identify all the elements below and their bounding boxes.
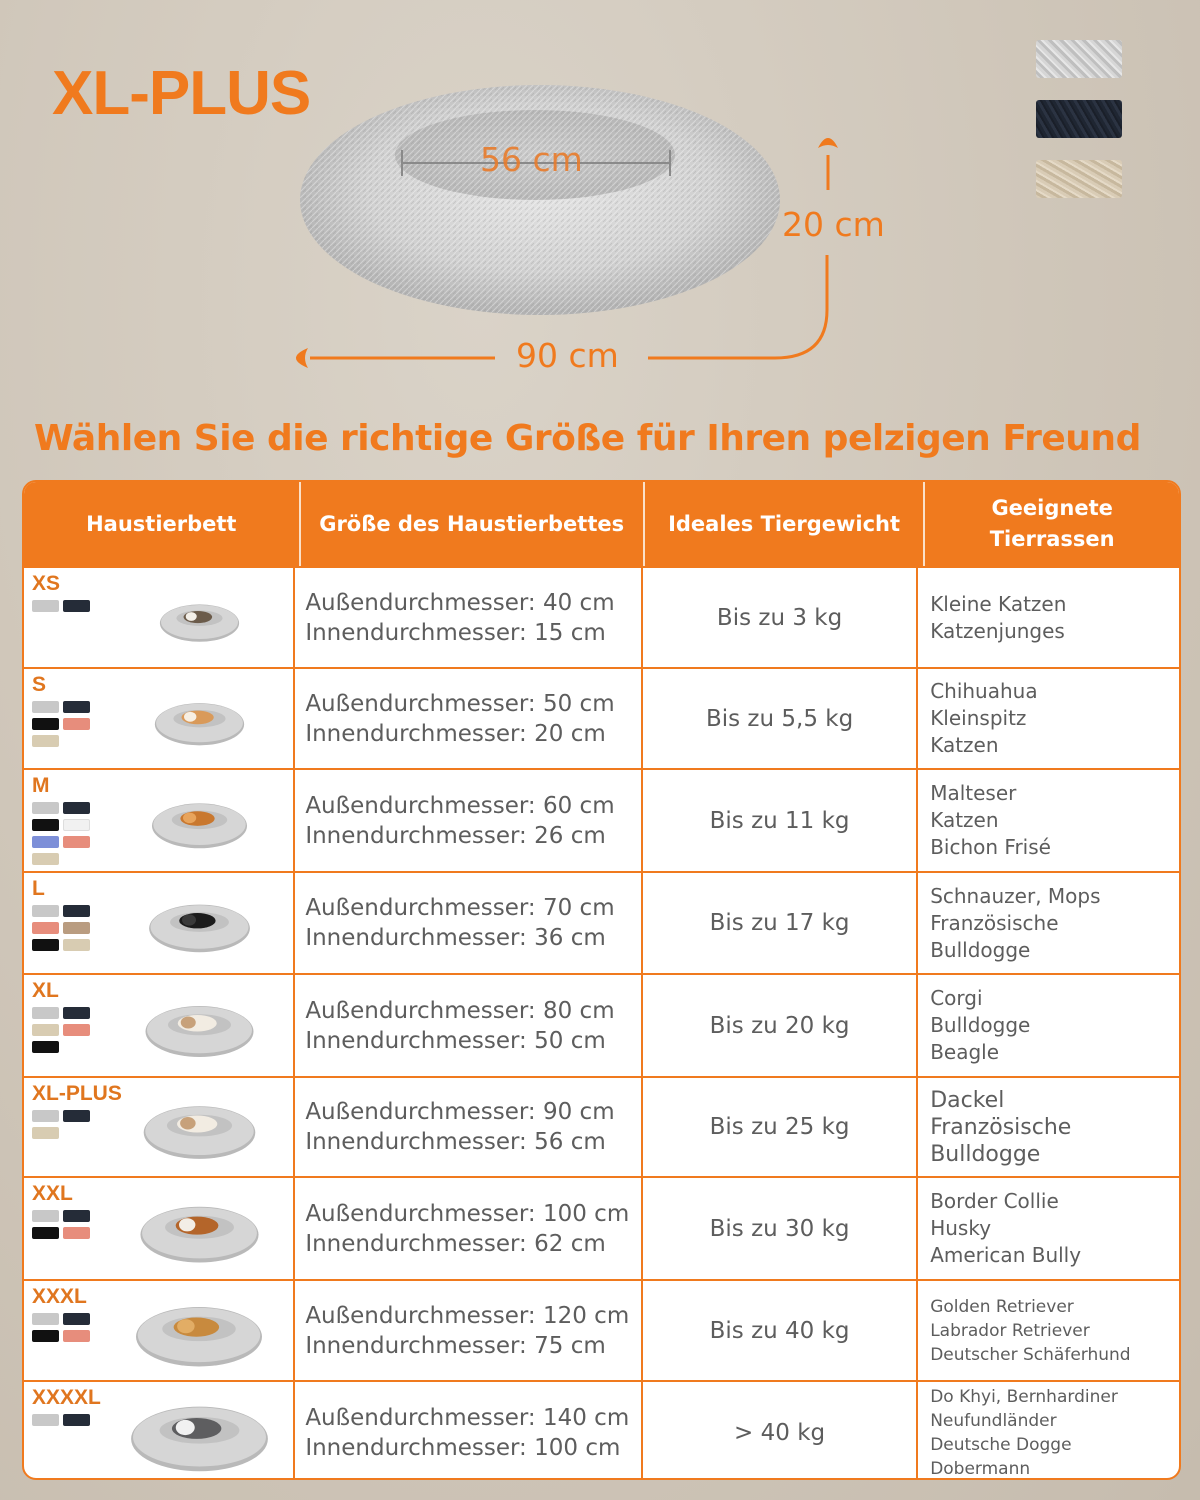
color-swatch-black xyxy=(32,1330,59,1342)
breeds-cell xyxy=(918,1178,1179,1279)
color-swatch-beige xyxy=(32,1024,59,1036)
size-cell xyxy=(295,770,643,871)
color-swatch-pink xyxy=(63,1330,90,1342)
breed-item: Corgi xyxy=(930,986,983,1010)
color-swatch-grey xyxy=(32,802,59,814)
color-swatch-pink xyxy=(63,836,90,848)
available-colors xyxy=(32,1313,90,1342)
color-swatch-dark xyxy=(63,1210,90,1222)
bed-cell xyxy=(24,1382,295,1480)
table-row xyxy=(24,871,1179,973)
color-swatch-pink xyxy=(63,718,90,730)
header-bed: Haustierbett xyxy=(24,482,301,566)
color-swatch-dark xyxy=(63,1110,90,1122)
available-colors xyxy=(32,1110,90,1139)
available-colors xyxy=(32,1007,90,1053)
color-swatch-grey xyxy=(32,701,59,713)
color-swatch-grey xyxy=(32,1414,59,1426)
bed-photo xyxy=(150,798,249,851)
table-row xyxy=(24,768,1179,871)
outer-diameter: Außendurchmesser: 50 cm xyxy=(305,690,615,717)
swatch-beige[interactable] xyxy=(1036,160,1122,198)
weight-cell: > 40 kg xyxy=(643,1382,918,1480)
table-row xyxy=(24,1076,1179,1176)
breeds-cell xyxy=(918,669,1179,768)
color-swatch-beige xyxy=(32,853,59,865)
size-cell xyxy=(295,1382,643,1480)
table-row xyxy=(24,566,1179,667)
inner-diameter: Innendurchmesser: 15 cm xyxy=(305,619,606,646)
size-cell xyxy=(295,1281,643,1380)
size-label: XS xyxy=(32,572,61,595)
bed-cell xyxy=(24,568,295,667)
color-swatch-dark xyxy=(63,802,90,814)
size-label: L xyxy=(32,877,45,900)
weight-cell: Bis zu 30 kg xyxy=(643,1178,918,1279)
size-cell xyxy=(295,975,643,1076)
breed-item: Französische xyxy=(930,910,1059,935)
inner-diameter: Innendurchmesser: 62 cm xyxy=(305,1230,606,1257)
breed-item: Do Khyi, Bernhardiner xyxy=(930,1386,1118,1407)
breed-item: Dackel xyxy=(930,1087,1005,1113)
size-cell xyxy=(295,873,643,973)
color-swatch-grey xyxy=(32,1007,59,1019)
breed-item: Kleine Katzen xyxy=(930,591,1067,616)
size-label: XXXL xyxy=(32,1285,87,1308)
outer-diameter-label: 90 cm xyxy=(516,336,619,375)
available-colors xyxy=(32,600,90,612)
color-swatch-white xyxy=(63,819,90,831)
available-colors xyxy=(32,1414,90,1426)
breed-item: Bulldogge xyxy=(930,1141,1041,1167)
breeds-cell xyxy=(918,568,1179,667)
size-cell xyxy=(295,669,643,768)
bed-photo xyxy=(138,1200,261,1266)
bed-cell xyxy=(24,669,295,768)
product-title: XL-PLUS xyxy=(52,59,311,128)
breeds-cell xyxy=(918,873,1179,973)
color-swatch-pink xyxy=(63,1227,90,1239)
weight-cell: Bis zu 25 kg xyxy=(643,1078,918,1176)
inner-diameter: Innendurchmesser: 100 cm xyxy=(305,1434,621,1461)
weight-cell: Bis zu 11 kg xyxy=(643,770,918,871)
size-label: XL xyxy=(32,979,59,1002)
weight-cell: Bis zu 20 kg xyxy=(643,975,918,1076)
color-swatch-beige xyxy=(32,1127,59,1139)
color-swatch-black xyxy=(32,718,59,730)
outer-diameter: Außendurchmesser: 80 cm xyxy=(305,997,615,1024)
breed-item: Bulldogge xyxy=(930,1013,1031,1037)
size-label: M xyxy=(32,774,50,797)
size-label: XXL xyxy=(32,1182,73,1205)
color-swatch-tan xyxy=(63,922,90,934)
color-swatch-grey xyxy=(32,1110,59,1122)
bed-photo xyxy=(158,600,241,644)
weight-cell: Bis zu 17 kg xyxy=(643,873,918,973)
color-swatch-black xyxy=(32,939,59,951)
bed-cell xyxy=(24,975,295,1076)
outer-diameter: Außendurchmesser: 140 cm xyxy=(305,1404,630,1431)
outer-diameter: Außendurchmesser: 120 cm xyxy=(305,1302,630,1329)
color-swatch-beige xyxy=(63,939,90,951)
breed-item: Husky xyxy=(930,1216,992,1240)
inner-diameter: Innendurchmesser: 75 cm xyxy=(305,1332,606,1359)
color-swatches xyxy=(1036,40,1122,220)
breed-item: Katzen xyxy=(930,733,999,757)
header-weight: Ideales Tiergewicht xyxy=(645,482,926,566)
breed-item: Schnauzer, Mops xyxy=(930,883,1101,908)
breed-item: Malteser xyxy=(930,781,1017,805)
bed-photo xyxy=(147,899,252,955)
bed-photo xyxy=(153,698,246,748)
section-subtitle: Wählen Sie die richtige Größe für Ihren pelzigen Freund xyxy=(34,418,1141,459)
table-row xyxy=(24,1176,1179,1279)
breeds-cell xyxy=(918,1078,1179,1176)
size-label: XL-PLUS xyxy=(32,1082,122,1105)
inner-diameter: Innendurchmesser: 20 cm xyxy=(305,720,606,747)
outer-diameter: Außendurchmesser: 90 cm xyxy=(305,1099,615,1125)
color-swatch-black xyxy=(32,1041,59,1053)
breed-item: Deutscher Schäferhund xyxy=(930,1344,1131,1365)
color-swatch-black xyxy=(32,819,59,831)
inner-diameter-label: 56 cm xyxy=(480,140,583,179)
breed-item: Katzenjunges xyxy=(930,618,1065,643)
height-label: 20 cm xyxy=(782,205,885,244)
breed-item: Kleinspitz xyxy=(930,706,1027,730)
inner-diameter: Innendurchmesser: 56 cm xyxy=(305,1129,606,1155)
breed-item: Deutsche Dogge xyxy=(930,1434,1072,1455)
color-swatch-pink xyxy=(63,1024,90,1036)
color-swatch-grey xyxy=(32,1313,59,1325)
available-colors xyxy=(32,1210,90,1239)
breed-item: Dobermann xyxy=(930,1458,1031,1479)
breeds-cell xyxy=(918,975,1179,1076)
color-swatch-dark xyxy=(63,905,90,917)
weight-cell: Bis zu 5,5 kg xyxy=(643,669,918,768)
color-swatch-dark xyxy=(63,1007,90,1019)
breed-item: Neufundländer xyxy=(930,1410,1057,1431)
swatch-light-grey[interactable] xyxy=(1036,40,1122,78)
breed-item: American Bully xyxy=(930,1243,1082,1267)
table-header xyxy=(24,482,1179,566)
header-breeds: Geeignete Tierrassen xyxy=(989,496,1115,551)
size-label: S xyxy=(32,673,47,696)
color-swatch-blue xyxy=(32,836,59,848)
color-swatch-dark xyxy=(63,600,90,612)
bed-cell xyxy=(24,1178,295,1279)
table-body xyxy=(24,566,1179,1480)
color-swatch-dark xyxy=(63,701,90,713)
breeds-cell xyxy=(918,770,1179,871)
size-label: XXXXL xyxy=(32,1386,101,1409)
header-size: Größe des Haustierbettes xyxy=(301,482,645,566)
table-row xyxy=(24,1380,1179,1480)
color-swatch-grey xyxy=(32,600,59,612)
size-cell xyxy=(295,1078,643,1176)
breed-item: Beagle xyxy=(930,1040,1000,1064)
outer-diameter: Außendurchmesser: 40 cm xyxy=(305,589,615,616)
color-swatch-black xyxy=(32,1227,59,1239)
bed-cell xyxy=(24,770,295,871)
inner-diameter: Innendurchmesser: 26 cm xyxy=(305,822,606,849)
available-colors xyxy=(32,905,90,951)
bed-cell xyxy=(24,1281,295,1380)
breed-item: Katzen xyxy=(930,808,999,832)
breeds-cell xyxy=(918,1281,1179,1380)
breed-item: Border Collie xyxy=(930,1189,1059,1213)
size-table xyxy=(22,480,1181,1480)
inner-diameter: Innendurchmesser: 36 cm xyxy=(305,925,606,951)
bed-photo xyxy=(141,1100,258,1162)
weight-cell: Bis zu 3 kg xyxy=(643,568,918,667)
breed-item: Golden Retriever xyxy=(930,1296,1074,1317)
size-cell xyxy=(295,568,643,667)
weight-cell: Bis zu 40 kg xyxy=(643,1281,918,1380)
color-swatch-dark xyxy=(63,1414,90,1426)
outer-diameter: Außendurchmesser: 60 cm xyxy=(305,792,615,819)
outer-diameter: Außendurchmesser: 100 cm xyxy=(305,1200,630,1227)
breed-item: Labrador Retriever xyxy=(930,1320,1090,1341)
bed-photo xyxy=(128,1399,271,1475)
table-row xyxy=(24,973,1179,1076)
color-swatch-grey xyxy=(32,905,59,917)
color-swatch-grey xyxy=(32,1210,59,1222)
breed-item: Bichon Frisé xyxy=(930,835,1051,859)
table-row xyxy=(24,1279,1179,1380)
breed-item: Französische xyxy=(930,1114,1072,1140)
bed-cell xyxy=(24,873,295,973)
table-row xyxy=(24,667,1179,768)
available-colors xyxy=(32,802,90,865)
outer-diameter: Außendurchmesser: 70 cm xyxy=(305,895,615,921)
inner-diameter: Innendurchmesser: 50 cm xyxy=(305,1027,606,1054)
color-swatch-dark xyxy=(63,1313,90,1325)
breeds-cell xyxy=(918,1382,1179,1480)
color-swatch-pink xyxy=(32,922,59,934)
bed-cell xyxy=(24,1078,295,1176)
breed-item: Bulldogge xyxy=(930,937,1031,962)
size-cell xyxy=(295,1178,643,1279)
breed-item: Chihuahua xyxy=(930,679,1038,703)
swatch-dark-grey[interactable] xyxy=(1036,100,1122,138)
bed-photo xyxy=(133,1300,265,1370)
available-colors xyxy=(32,701,90,747)
bed-photo xyxy=(143,1000,256,1060)
color-swatch-beige xyxy=(32,735,59,747)
